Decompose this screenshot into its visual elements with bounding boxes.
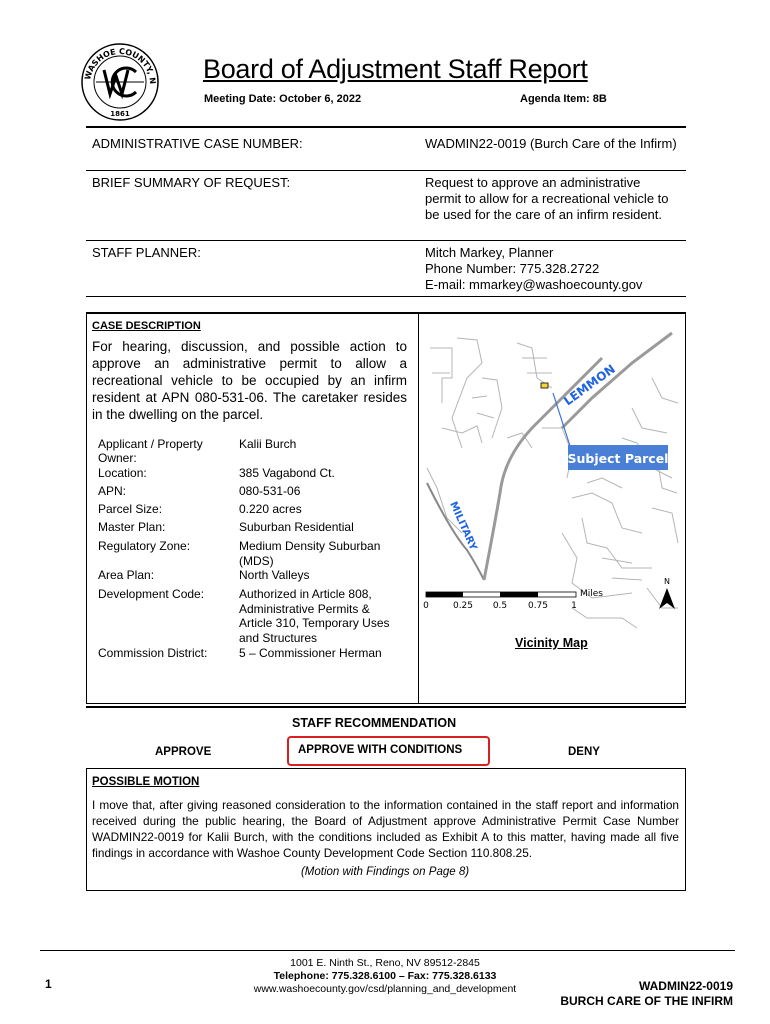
north-label: N	[664, 577, 670, 586]
planner-phone: Phone Number: 775.328.2722	[425, 261, 600, 276]
area-plan-value: North Valleys	[239, 568, 310, 582]
footer-telephone: Telephone: 775.328.6100 – Fax: 775.328.6133	[273, 970, 497, 982]
county-seal-logo	[80, 42, 160, 122]
area-plan-label: Area Plan:	[98, 568, 155, 582]
military-road-label: MILITARY	[447, 500, 479, 553]
svg-text:1: 1	[571, 601, 577, 611]
svg-text:0.25: 0.25	[452, 601, 474, 611]
lemmon-road-label: LEMMON	[561, 361, 618, 409]
apn-value: 080-531-06	[239, 484, 301, 498]
planner-email: E-mail: mmarkey@washoecounty.gov	[425, 277, 643, 292]
subject-parcel-marker	[541, 383, 548, 388]
footer-case-name: BURCH CARE OF THE INFIRM	[560, 994, 733, 1008]
master-plan-value: Suburban Residential	[239, 520, 354, 534]
footer-address: 1001 E. Ninth St., Reno, NV 89512-2845	[290, 957, 480, 969]
report-title: Board of Adjustment Staff Report	[203, 54, 588, 84]
development-code-value: Authorized in Article 808, Administrative Permits & Article 310, Temporary Uses and Structures	[239, 587, 390, 645]
row-divider	[86, 240, 686, 241]
case-number-value: WADMIN22-0019 (Burch Care of the Infirm)	[425, 136, 677, 151]
page-number: 1	[45, 977, 52, 991]
approve-option: APPROVE	[155, 746, 212, 758]
regulatory-zone-value: Medium Density Suburban (MDS)	[239, 539, 381, 568]
svg-text:WASHOE COUNTY, NEVADA: WASHOE COUNTY, N	[83, 46, 158, 85]
parcel-size-label: Parcel Size:	[98, 502, 163, 516]
commission-district-label: Commission District:	[98, 646, 208, 660]
vicinity-map-caption: Vicinity Map	[515, 636, 588, 650]
agenda-item: Agenda Item: 8B	[520, 93, 607, 105]
summary-label: BRIEF SUMMARY OF REQUEST:	[92, 175, 291, 190]
staff-recommendation-heading: STAFF RECOMMENDATION	[292, 716, 457, 730]
commission-district-value: 5 – Commissioner Herman	[239, 646, 382, 660]
master-plan-label: Master Plan:	[98, 520, 166, 534]
svg-text:1861: 1861	[110, 110, 130, 118]
development-code-label: Development Code:	[98, 587, 205, 601]
planner-info	[425, 245, 680, 293]
footer-website: www.washoecounty.gov/csd/planning_and_development	[253, 983, 517, 995]
location-label: Location:	[98, 466, 147, 480]
footer-case-id	[560, 979, 733, 1009]
vicinity-map	[422, 318, 680, 648]
summary-value: Request to approve an administrative permit to allow for a recreational vehicle to be used for the care of an infirm resident.	[425, 175, 669, 222]
applicant-label: Applicant / Property Owner:	[98, 437, 203, 465]
row-divider	[86, 296, 686, 297]
svg-text:0: 0	[423, 601, 429, 611]
planner-label: STAFF PLANNER:	[92, 245, 201, 260]
possible-motion-heading: POSSIBLE MOTION	[92, 776, 200, 788]
location-value: 385 Vagabond Ct.	[239, 466, 335, 480]
subject-parcel-label: Subject Parcel	[567, 451, 669, 466]
applicant-value: Kalii Burch	[239, 437, 297, 451]
case-description-heading: CASE DESCRIPTION	[92, 320, 201, 332]
footer-contact	[230, 957, 540, 996]
svg-text:0.5: 0.5	[492, 601, 508, 611]
row-divider	[86, 170, 686, 171]
footer-case-number: WADMIN22-0019	[638, 979, 733, 993]
section-divider	[86, 706, 686, 708]
meeting-date: Meeting Date: October 6, 2022	[204, 93, 362, 105]
motion-page-note: (Motion with Findings on Page 8)	[300, 866, 470, 878]
header-divider	[86, 126, 686, 128]
case-description-text: For hearing, discussion, and possible action to approve an administrative permit to allow a recreational vehicle to be occupied by an infirm resident at APN 080-531-06. The caretaker resides in the dwelling on the parcel.	[92, 339, 407, 422]
possible-motion-text: I move that, after giving reasoned consideration to the information contained in the staff report and information received during the public hearing, the Board of Adjustment approve Administrative Permit Case Number WADMIN22-0019 for Kalii Burch, with the conditions included as Exhibit A to this matter, having made all five findings in accordance with Washoe County Development Code Section 110.808.25.	[92, 798, 679, 860]
regulatory-zone-label: Regulatory Zone:	[98, 539, 191, 553]
deny-option: DENY	[568, 746, 600, 758]
approve-with-conditions-option: APPROVE WITH CONDITIONS	[298, 744, 463, 756]
footer-divider	[40, 950, 735, 951]
svg-text:0.75: 0.75	[527, 601, 549, 611]
svg-text:Miles: Miles	[580, 589, 603, 599]
parcel-size-value: 0.220 acres	[239, 502, 302, 516]
case-number-label: ADMINISTRATIVE CASE NUMBER:	[92, 136, 303, 151]
apn-label: APN:	[98, 484, 127, 498]
north-arrow-icon	[659, 588, 675, 609]
case-box-divider	[418, 312, 419, 704]
planner-name: Mitch Markey, Planner	[425, 245, 554, 260]
